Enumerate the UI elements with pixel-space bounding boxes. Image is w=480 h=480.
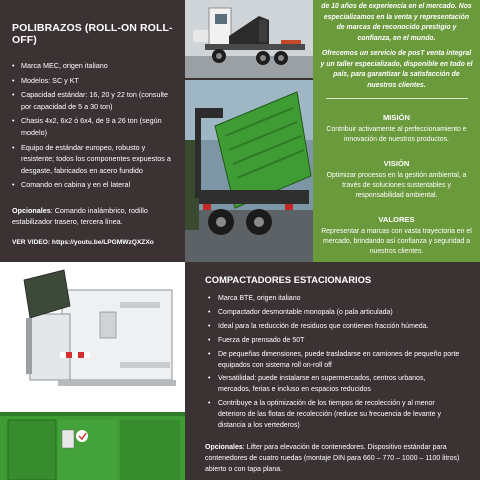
list-item: • Marca MEC, origen italiano bbox=[12, 60, 173, 72]
valores-text: Representar a marcas con vasta trayectoria en el mercado, brindando así confianza y seguridad a nuestros clientes. bbox=[321, 228, 472, 255]
truck-green-container-photo bbox=[185, 80, 313, 262]
green-stationary-compactor-photo bbox=[0, 400, 185, 480]
green-compactor-illustration bbox=[0, 400, 185, 480]
optionals-label: Opcionales bbox=[205, 443, 243, 451]
valores-title: VALORES bbox=[378, 215, 415, 224]
optionals-text: : Comando inalámbrico, rodillo estabilizador trasero, tercera línea. bbox=[12, 205, 148, 226]
list-item: • Compactador desmontable monopala (o pala articulada) bbox=[205, 308, 460, 319]
list-item: • De pequeñas dimensiones, puede trasladarse en camiones de pequeño porte equipados con sistema roll on-roll off bbox=[205, 350, 460, 372]
list-item: • Modelos: SC y KT bbox=[12, 75, 173, 87]
company-intro: de 10 años de experiencia en el mercado. Nos especializamos en la venta y representación de marcas de reconocido prestigio y confianza, en el mundo. bbox=[321, 3, 472, 42]
white-compactor-illustration bbox=[0, 262, 185, 400]
video-link[interactable]: VER VIDEO: https://youtu.be/LPGMWzQXZXo bbox=[12, 238, 154, 246]
company-panel bbox=[313, 0, 480, 262]
list-item: • Chasis 4x2, 6x2 ó 6x4, de 9 a 26 ton (según modelo) bbox=[12, 115, 173, 138]
vision-text: Optimizar procesos en la gestión ambiental, a través de soluciones sustentables y responsabilidad ambiental. bbox=[326, 172, 467, 199]
white-stationary-compactor-photo bbox=[0, 262, 185, 400]
roll-off-panel bbox=[0, 0, 185, 262]
list-item: • Contribuye a la optimización de los tiempos de recolección y al menor deterioro de las flotas de recolección (reduce su frecuencia de levante y distancia a los vertederos) bbox=[205, 399, 460, 432]
optionals-text: : Lifter para elevación de contenedores. Dispositivo estándar para contenedores de cuatro ruedas (montaje DIN para 660 – 770 – 1000 – 1100 litros) abierto o con tapa plana. bbox=[205, 443, 460, 473]
truck-green-container-illustration bbox=[185, 80, 313, 262]
company-service: Ofrecemos un servicio de posT venta integral y un taller especializado, disponible en todo el país, para garantizar la satisfacción de nuestros clientes. bbox=[320, 50, 473, 89]
list-item: • Versatilidad: puede instalarse en supermercados, centros urbanos, mercados, ferias e incluso en espacios reducidos bbox=[205, 374, 460, 396]
list-item: • Ideal para la reducción de residuos que contienen fracción húmeda. bbox=[205, 322, 460, 333]
roll-off-list bbox=[12, 60, 173, 191]
list-item: • Capacidad estándar: 16, 20 y 22 ton (consulte por capacidad de 5 a 30 ton) bbox=[12, 89, 173, 112]
mision-title: MISIÓN bbox=[382, 113, 410, 122]
optionals-label: Opcionales bbox=[12, 205, 51, 215]
roll-off-optionals bbox=[12, 205, 173, 227]
list-item: • Fuerza de prensado de 50T bbox=[205, 336, 460, 347]
compactadores-panel bbox=[185, 262, 480, 480]
truck-hooklift-illustration bbox=[185, 0, 313, 78]
compactadores-optionals bbox=[205, 443, 460, 476]
truck-hooklift-photo bbox=[185, 0, 313, 78]
list-item: • Comando en cabina y en el lateral bbox=[12, 179, 173, 191]
divider bbox=[326, 98, 468, 99]
roll-off-title: POLIBRAZOS (ROLL-ON ROLL-OFF) bbox=[12, 22, 173, 46]
list-item: • Equipo de estándar europeo, robusto y resistente; todos los componentes expuestos a desgaste, fabricados en acero fundido bbox=[12, 142, 173, 177]
compactadores-title: COMPACTADORES ESTACIONARIOS bbox=[205, 274, 372, 285]
mision-text: Contribuir activamente al perfeccionamiento e innovación de nuestros productos. bbox=[326, 126, 467, 143]
compactadores-list bbox=[205, 294, 460, 432]
vision-title: VISIÓN bbox=[383, 159, 410, 168]
list-item: • Marca BTE, origen italiano bbox=[205, 294, 460, 305]
